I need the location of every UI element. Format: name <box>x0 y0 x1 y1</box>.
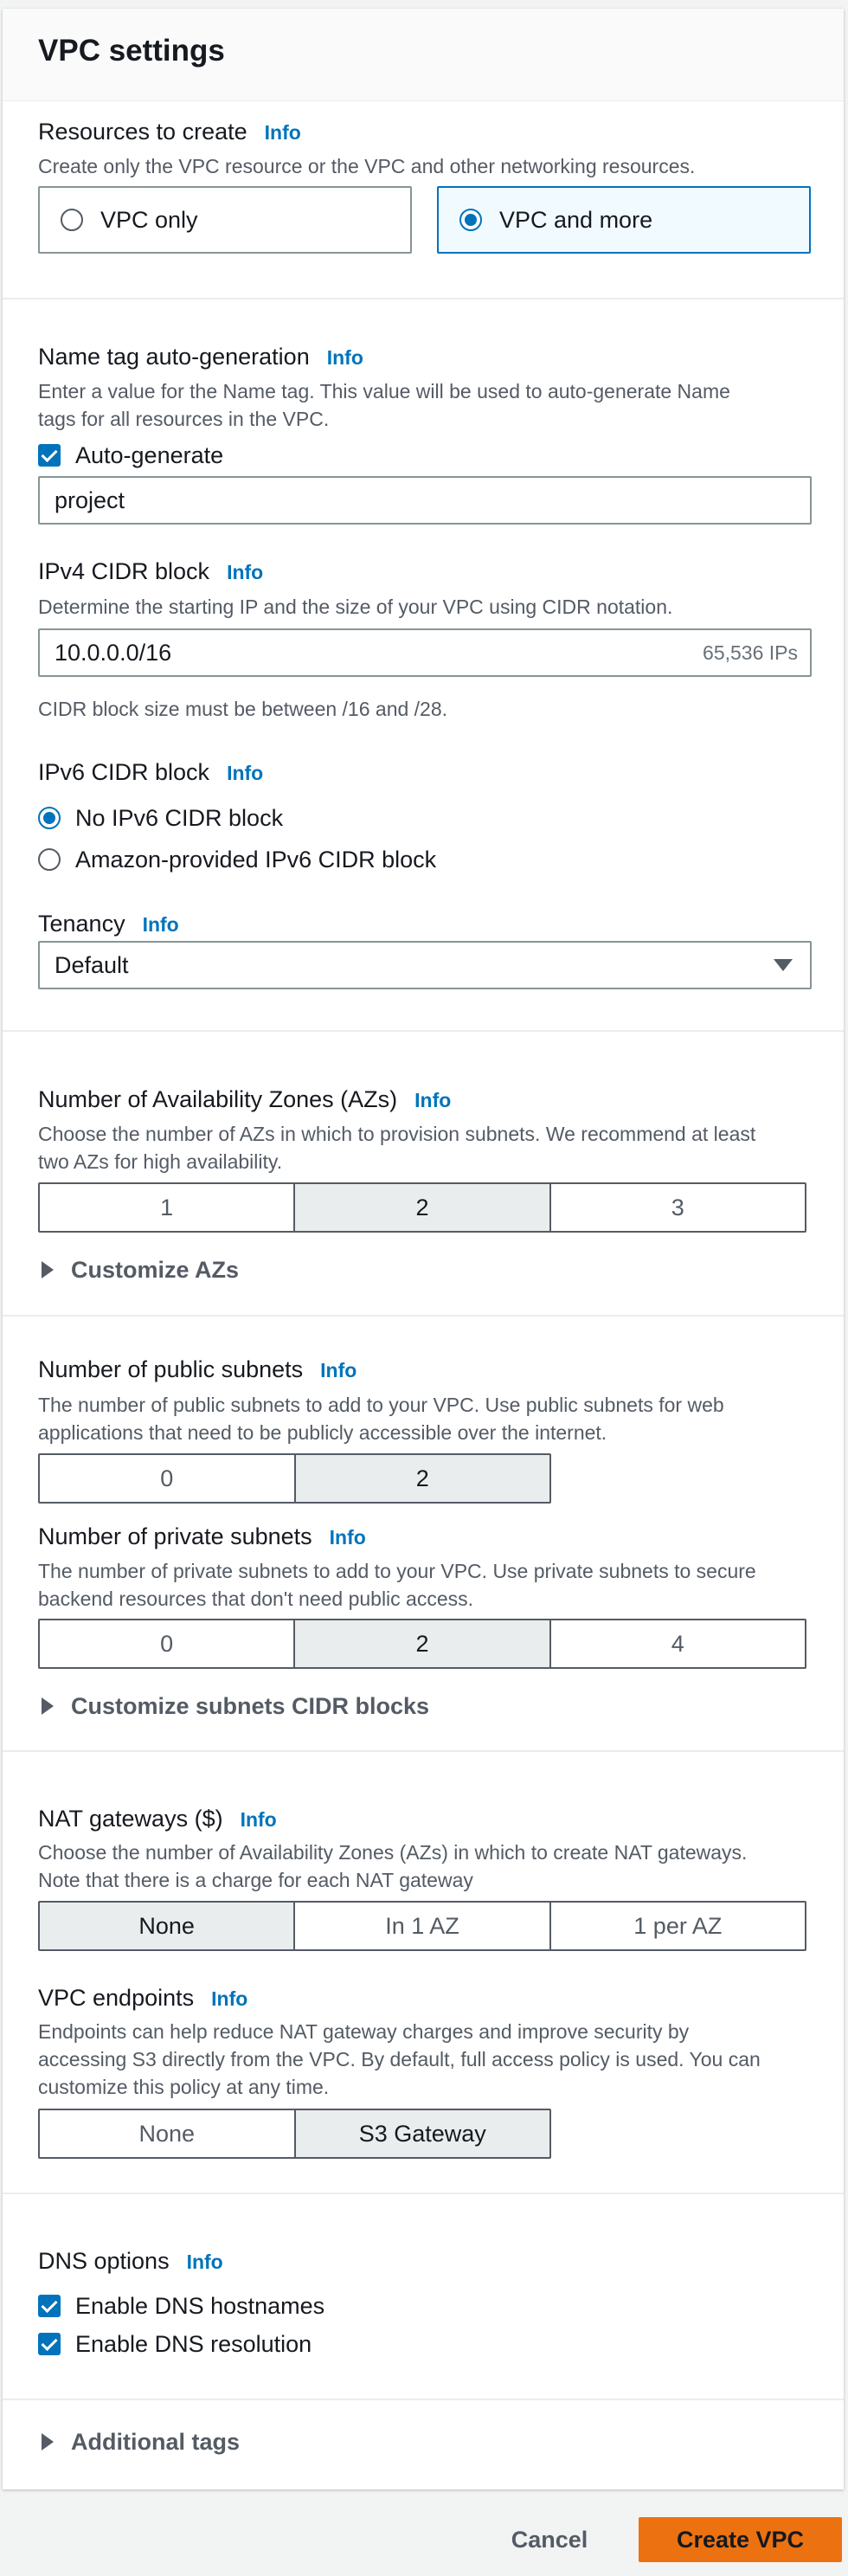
vpc-only-label: VPC only <box>100 207 198 233</box>
no-ipv6-label: No IPv6 CIDR block <box>75 805 284 831</box>
amazon-ipv6-radio[interactable] <box>38 848 61 871</box>
resources-heading <box>38 117 301 147</box>
private-subnets-option-4[interactable]: 4 <box>551 1620 805 1667</box>
divider <box>3 1030 844 1032</box>
ipv4-ip-count: 65,536 IPs <box>703 641 798 664</box>
nat-option-1-per-az[interactable]: 1 per AZ <box>551 1903 805 1949</box>
chevron-down-icon <box>774 959 793 971</box>
azs-info-link[interactable]: Info <box>414 1089 452 1111</box>
ipv4-cidr-input[interactable] <box>38 628 812 677</box>
nat-heading <box>38 1804 277 1834</box>
azs-description-line2: two AZs for high availability. <box>38 1150 283 1173</box>
public-subnets-heading <box>38 1355 357 1385</box>
private-subnets-heading <box>38 1522 366 1552</box>
resources-label: Resources to create <box>38 119 247 145</box>
dns-resolution-checkbox[interactable] <box>38 2333 61 2355</box>
tenancy-heading <box>38 909 179 939</box>
dns-hostnames-label: Enable DNS hostnames <box>75 2293 325 2319</box>
customize-subnets-cidr-expander[interactable]: Customize subnets CIDR blocks <box>71 1693 430 1719</box>
azs-segmented-control <box>38 1182 806 1233</box>
auto-generate-checkbox[interactable] <box>38 444 61 467</box>
tenancy-label: Tenancy <box>38 911 125 937</box>
endpoints-option-s3-gateway[interactable]: S3 Gateway <box>296 2110 550 2157</box>
caret-right-icon <box>42 2433 54 2450</box>
endpoints-option-none[interactable]: None <box>40 2110 296 2157</box>
amazon-ipv6-label: Amazon-provided IPv6 CIDR block <box>75 847 437 873</box>
tenancy-info-link[interactable]: Info <box>142 913 179 936</box>
ipv6-label: IPv6 CIDR block <box>38 759 210 785</box>
endpoints-description-line1: Endpoints can help reduce NAT gateway charges and improve security by <box>38 2020 690 2043</box>
public-subnets-option-2[interactable]: 2 <box>296 1455 550 1502</box>
dns-label: DNS options <box>38 2248 170 2274</box>
caret-right-icon <box>42 1697 54 1715</box>
dns-info-link[interactable]: Info <box>186 2251 223 2273</box>
name-tag-description-line1: Enter a value for the Name tag. This value will be used to auto-generate Name <box>38 380 730 402</box>
public-subnets-description-line2: applications that need to be publicly accessible over the internet. <box>38 1421 607 1444</box>
option-vpc-only[interactable] <box>38 186 412 254</box>
nat-info-link[interactable]: Info <box>240 1808 277 1831</box>
endpoints-segmented-control <box>38 2109 551 2159</box>
name-tag-label: Name tag auto-generation <box>38 344 310 370</box>
private-subnets-option-2[interactable]: 2 <box>295 1620 550 1667</box>
ipv4-heading <box>38 557 263 587</box>
dns-resolution-label: Enable DNS resolution <box>75 2331 312 2357</box>
endpoints-heading <box>38 1983 247 2013</box>
nat-label: NAT gateways ($) <box>38 1806 223 1832</box>
private-subnets-segmented-control <box>38 1619 806 1669</box>
azs-option-1[interactable]: 1 <box>40 1184 295 1231</box>
nat-description-line1: Choose the number of Availability Zones (AZs) in which to create NAT gateways. <box>38 1841 748 1864</box>
public-subnets-option-0[interactable]: 0 <box>40 1455 296 1502</box>
create-vpc-button[interactable]: Create VPC <box>639 2517 842 2562</box>
vpc-only-radio[interactable] <box>61 209 83 231</box>
name-tag-heading <box>38 342 363 372</box>
private-subnets-description-line2: backend resources that don't need public access. <box>38 1587 474 1610</box>
endpoints-description-line2: accessing S3 directly from the VPC. By default, full access policy is used. You can <box>38 2048 761 2070</box>
cancel-button[interactable]: Cancel <box>511 2527 588 2553</box>
nat-option-in-1-az[interactable]: In 1 AZ <box>295 1903 550 1949</box>
name-tag-info-link[interactable]: Info <box>326 346 363 369</box>
ipv4-description: Determine the starting IP and the size of your VPC using CIDR notation. <box>38 596 673 618</box>
public-subnets-info-link[interactable]: Info <box>320 1359 357 1381</box>
nat-description-line2: Note that there is a charge for each NAT gateway <box>38 1869 473 1891</box>
vpc-and-more-radio[interactable] <box>459 209 482 231</box>
divider <box>3 1315 844 1317</box>
vpc-and-more-label: VPC and more <box>499 207 653 233</box>
divider <box>3 2193 844 2194</box>
auto-generate-label: Auto-generate <box>75 442 224 468</box>
endpoints-label: VPC endpoints <box>38 1985 195 2011</box>
name-tag-description-line2: tags for all resources in the VPC. <box>38 408 330 430</box>
name-tag-value: project <box>55 487 125 513</box>
azs-description-line1: Choose the number of AZs in which to provision subnets. We recommend at least <box>38 1123 756 1145</box>
tenancy-select[interactable] <box>38 941 812 989</box>
no-ipv6-radio[interactable] <box>38 807 61 829</box>
ipv4-cidr-value: 10.0.0.0/16 <box>55 640 172 666</box>
resources-info-link[interactable]: Info <box>264 121 301 144</box>
public-subnets-label: Number of public subnets <box>38 1356 304 1382</box>
private-subnets-info-link[interactable]: Info <box>329 1526 366 1549</box>
ipv4-info-link[interactable]: Info <box>227 561 264 583</box>
ipv6-info-link[interactable]: Info <box>227 762 264 784</box>
caret-right-icon <box>42 1261 54 1278</box>
name-tag-input[interactable] <box>38 476 812 525</box>
private-subnets-label: Number of private subnets <box>38 1523 312 1549</box>
private-subnets-description-line1: The number of private subnets to add to your VPC. Use private subnets to secure <box>38 1560 756 1582</box>
azs-option-2[interactable]: 2 <box>295 1184 550 1231</box>
customize-azs-expander[interactable]: Customize AZs <box>71 1257 240 1283</box>
azs-heading <box>38 1085 451 1115</box>
private-subnets-option-0[interactable]: 0 <box>40 1620 295 1667</box>
divider <box>3 1750 844 1752</box>
endpoints-description-line3: customize this policy at any time. <box>38 2076 330 2098</box>
additional-tags-expander[interactable]: Additional tags <box>71 2429 240 2455</box>
nat-option-none[interactable]: None <box>40 1903 295 1949</box>
dns-hostnames-checkbox[interactable] <box>38 2295 61 2317</box>
azs-label: Number of Availability Zones (AZs) <box>38 1086 398 1112</box>
tenancy-value: Default <box>55 952 129 978</box>
nat-segmented-control <box>38 1901 806 1951</box>
azs-option-3[interactable]: 3 <box>551 1184 805 1231</box>
endpoints-info-link[interactable]: Info <box>211 1987 248 2010</box>
ipv6-heading <box>38 757 263 788</box>
divider <box>3 298 844 299</box>
option-vpc-and-more[interactable] <box>437 186 811 254</box>
panel-title: VPC settings <box>38 34 225 68</box>
divider <box>3 2399 844 2400</box>
resources-description: Create only the VPC resource or the VPC and other networking resources. <box>38 155 696 177</box>
dns-heading <box>38 2246 223 2277</box>
public-subnets-segmented-control <box>38 1453 551 1504</box>
ipv4-hint: CIDR block size must be between /16 and /28. <box>38 698 448 720</box>
ipv4-label: IPv4 CIDR block <box>38 558 210 584</box>
vpc-settings-panel <box>3 9 844 2489</box>
public-subnets-description-line1: The number of public subnets to add to your VPC. Use public subnets for web <box>38 1394 724 1416</box>
